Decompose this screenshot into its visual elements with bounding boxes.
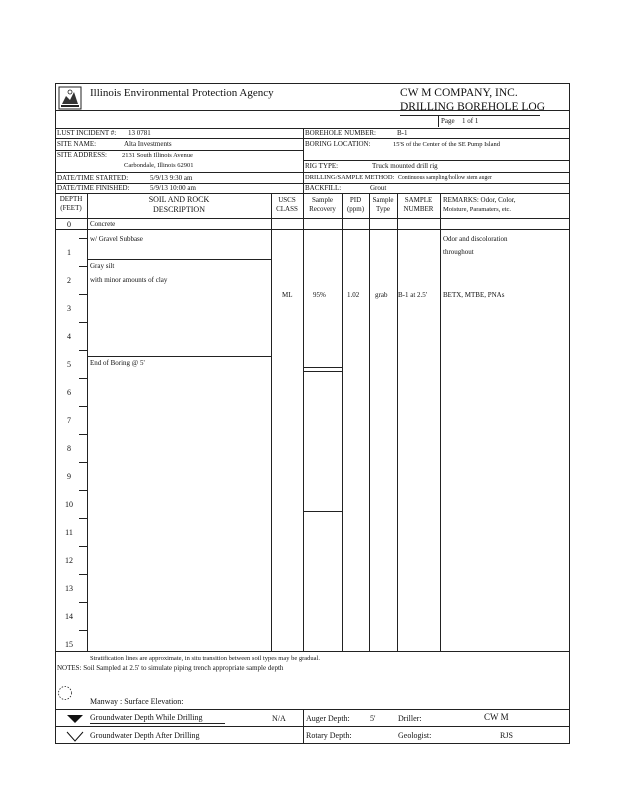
depth-label: 2 xyxy=(67,276,71,285)
info-rule-3-right xyxy=(303,160,570,161)
soil-entry: End of Boring @ 5' xyxy=(90,359,145,367)
date-finished-label: DATE/TIME FINISHED: xyxy=(57,184,130,192)
col-line-soil xyxy=(271,193,272,651)
footer-rule-2 xyxy=(55,726,570,727)
date-started-label: DATE/TIME STARTED: xyxy=(57,174,129,182)
soil-sample-note: NOTES: Soil Sampled at 2.5' to simulate piping trench appropriate sample depth xyxy=(57,664,284,672)
site-address-line1: 2131 South Illinois Avenue xyxy=(122,152,193,159)
depth-tick xyxy=(79,266,87,267)
depth-label: 5 xyxy=(67,360,71,369)
info-rule-2 xyxy=(55,138,570,139)
site-address-line2: Carbondale, Illinois 62901 xyxy=(124,162,194,169)
date-started-value: 5/9/13 9:30 am xyxy=(150,174,193,182)
gw-while-label: Groundwater Depth While Drilling xyxy=(90,713,203,722)
depth-label: 4 xyxy=(67,332,71,341)
boring-location-label: BORING LOCATION: xyxy=(305,140,371,148)
sample-interval-line xyxy=(303,511,342,512)
remarks-line: Odor and discoloration xyxy=(443,235,508,243)
frame-left xyxy=(55,83,56,743)
remarks-parameters: BETX, MTBE, PNAs xyxy=(443,291,505,299)
footer-rule-1 xyxy=(55,709,570,710)
site-address-label: SITE ADDRESS: xyxy=(57,151,107,159)
manway-icon xyxy=(57,685,73,701)
frame-right xyxy=(569,83,570,743)
depth-tick xyxy=(79,350,87,351)
depth-tick xyxy=(79,630,87,631)
depth-label: 13 xyxy=(65,584,73,593)
driller-value: CW M xyxy=(484,712,509,722)
page-box-divider xyxy=(438,116,439,127)
depth-label: 15 xyxy=(65,640,73,649)
col-line-number xyxy=(440,193,441,651)
header-rule xyxy=(55,110,570,111)
col-number-header: SAMPLE NUMBER xyxy=(403,196,434,213)
depth-tick xyxy=(79,546,87,547)
col-depth-header: DEPTH (FEET) xyxy=(59,195,83,212)
info-rule-4 xyxy=(55,172,570,173)
driller-label: Driller: xyxy=(398,714,422,723)
depth-tick xyxy=(79,322,87,323)
depth-label: 9 xyxy=(67,472,71,481)
gw-while-value: N/A xyxy=(272,714,286,723)
depth-tick xyxy=(79,574,87,575)
geologist-label: Geologist: xyxy=(398,731,432,740)
footer-divider xyxy=(303,709,304,743)
soil-entry: Concrete xyxy=(90,220,116,228)
uscs-value: ML xyxy=(282,291,293,299)
soil-entry: Gray silt xyxy=(90,262,115,270)
info-rule-6 xyxy=(55,193,570,194)
page-label: Page xyxy=(441,117,455,125)
groundwater-filled-triangle-icon xyxy=(66,711,84,721)
depth-label: 0 xyxy=(67,220,71,229)
depth-label: 7 xyxy=(67,416,71,425)
col-uscs-header: USCS CLASS xyxy=(276,196,298,213)
site-name-value: Alta Investments xyxy=(124,140,172,148)
depth-label: 10 xyxy=(65,500,73,509)
incident-value: 13 0781 xyxy=(128,129,151,137)
depth-tick xyxy=(79,406,87,407)
log-title: DRILLING BOREHOLE LOG xyxy=(400,101,546,113)
gw-after-label: Groundwater Depth After Drilling xyxy=(90,731,200,740)
log-title-underline xyxy=(400,115,540,116)
col-line-pid xyxy=(369,193,370,651)
depth-tick xyxy=(79,462,87,463)
depth-label: 1 xyxy=(67,248,71,257)
borehole-number-value: B-1 xyxy=(397,129,408,137)
soil-entry: with minor amounts of clay xyxy=(90,276,168,284)
backfill-value: Grout xyxy=(370,184,387,192)
agency-name: Illinois Environmental Protection Agency xyxy=(90,87,274,99)
concrete-rule xyxy=(55,229,570,230)
col-line-type xyxy=(397,193,398,651)
gw-while-underline xyxy=(90,723,225,724)
col-pid-header: PID (ppm) xyxy=(346,196,365,213)
boring-location-value: 15'S of the Center of the SE Pump Island xyxy=(393,141,500,148)
soil-entry: w/ Gravel Subbase xyxy=(90,235,143,243)
borehole-number-label: BOREHOLE NUMBER: xyxy=(305,129,376,137)
site-name-label: SITE NAME: xyxy=(57,140,97,148)
sample-interval-line xyxy=(303,371,342,372)
sample-number-value: B-1 at 2.5' xyxy=(398,291,428,299)
incident-label: LUST INCIDENT #: xyxy=(57,129,117,137)
auger-label: Auger Depth: xyxy=(306,714,350,723)
method-label: DRILLING/SAMPLE METHOD: xyxy=(305,174,395,181)
depth-tick xyxy=(79,490,87,491)
backfill-label: BACKFILL: xyxy=(305,184,342,192)
depth-label: 6 xyxy=(67,388,71,397)
sample-type-value: grab xyxy=(375,291,388,299)
sample-interval-line xyxy=(303,367,342,368)
date-finished-value: 5/9/13 10:00 am xyxy=(150,184,196,192)
info-divider xyxy=(303,128,304,193)
depth-tick xyxy=(79,434,87,435)
rig-type-value: Truck mounted drill rig xyxy=(372,162,438,170)
depth-label: 14 xyxy=(65,612,73,621)
col-line-depth xyxy=(87,193,88,651)
depth-tick xyxy=(79,294,87,295)
pid-value: 1.02 xyxy=(347,291,360,299)
auger-value: 5' xyxy=(370,714,376,723)
rig-type-label: RIG TYPE: xyxy=(305,162,339,170)
page-value: 1 of 1 xyxy=(462,117,479,125)
depth-label: 8 xyxy=(67,444,71,453)
col-recovery-header: Sample Recovery xyxy=(309,196,336,213)
depth-tick xyxy=(79,378,87,379)
rotary-label: Rotary Depth: xyxy=(306,731,352,740)
stratum-line xyxy=(87,259,271,260)
col-line-recovery xyxy=(342,193,343,651)
stratum-line xyxy=(87,356,271,357)
stratification-note: Stratification lines are approximate, in situ transition between soil types may be gradual. xyxy=(90,655,320,662)
depth-tick xyxy=(79,238,87,239)
depth-label: 12 xyxy=(65,556,73,565)
company-name: CW M COMPANY, INC. xyxy=(400,87,518,99)
method-value: Continuous sampling/hollow stem auger xyxy=(398,175,492,181)
frame-top xyxy=(55,83,570,84)
manway-label: Manway : Surface Elevation: xyxy=(90,697,184,706)
groundwater-open-triangle-icon xyxy=(66,729,84,740)
depth-tick xyxy=(79,518,87,519)
col-remarks-header: REMARKS: Odor, Color, Moisture, Paramaters, etc. xyxy=(443,196,516,213)
frame-bottom xyxy=(55,743,570,744)
col-header-rule xyxy=(55,218,570,219)
col-soil-header: SOIL AND ROCK DESCRIPTION xyxy=(148,195,210,214)
remarks-line: throughout xyxy=(443,248,474,256)
recovery-value: 95% xyxy=(313,291,326,299)
col-line-uscs xyxy=(303,193,304,651)
geologist-value: RJS xyxy=(500,731,513,740)
depth-tick xyxy=(79,602,87,603)
table-bottom-rule xyxy=(55,651,570,652)
depth-label: 3 xyxy=(67,304,71,313)
col-type-header: Sample Type xyxy=(372,196,394,213)
depth-label: 11 xyxy=(65,528,73,537)
illinois-epa-logo xyxy=(58,86,82,110)
